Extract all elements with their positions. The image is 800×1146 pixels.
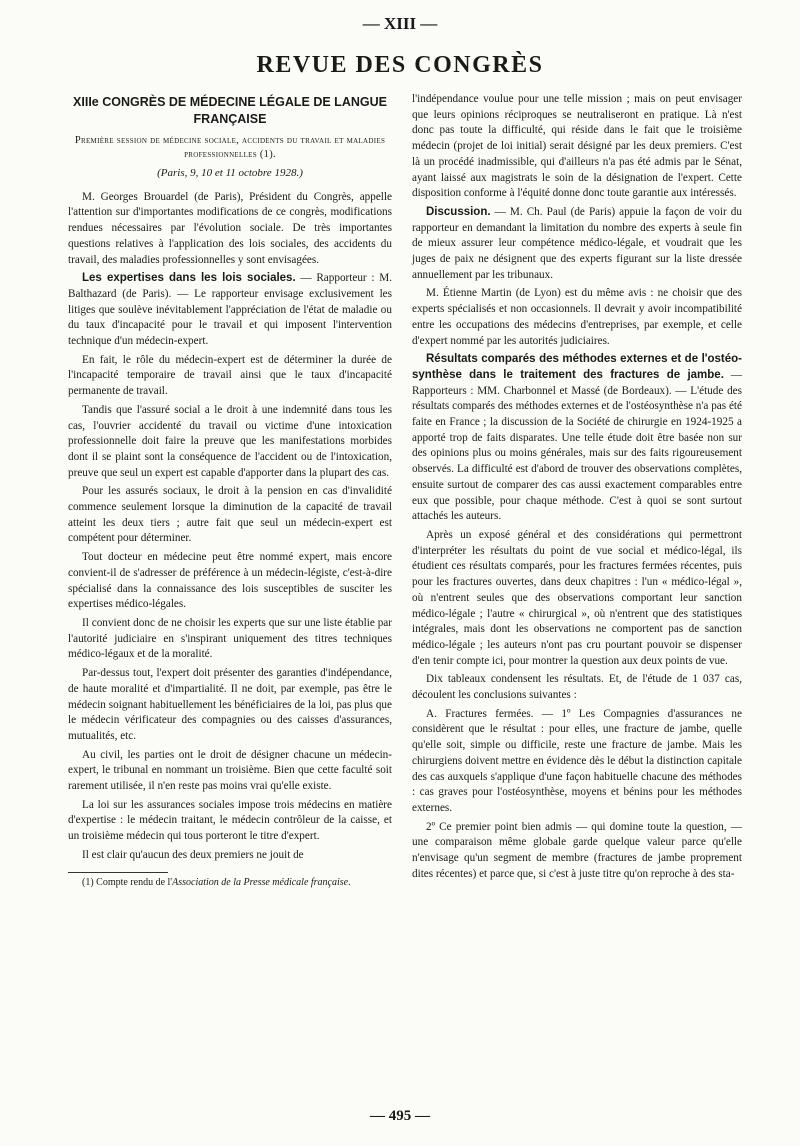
paragraph-text: — Rapporteur : M. Balthazard (de Paris). — Le rapporteur envisage exclusivement les litiges que soulève inévitablement l'appréciation de l'état de maladie ou du taux d'incapacité pour le travail et qui imposent l'intervention technique d'un médecin-expert.	[68, 272, 392, 348]
page-number: — 495 —	[370, 1108, 430, 1124]
paragraph-text: — Rapporteurs : MM. Charbonnel et Massé (de Bordeaux). — L'étude des résultats comparés des méthodes externes et de l'ostéosynthèse n'a pas été faite en France ; la discussion de la Société de chirurgie en 1924-1925 a apporté trop de faits disparates. Une telle étude doit être basée non sur des opinions plus ou moins générales, mais sur des faits rigoureusement observés. La difficulté est d'abord de trouver des observations complètes, ensuite surtout de comparer des cas aussi exactement comparables entre eux que possible, pour chaque méthode. C'est à quoi se sont surtout attachés les auteurs.	[412, 368, 742, 523]
paragraph: 2º Ce premier point bien admis — qui domine toute la question, — une comparaison même globale garde quelque valeur parce qu'elle n'envisage qu'un segment de membre (fractures de jambe proprement dites récentes) et parce que, si c'est à juste titre qu'on reproche à des sta-	[412, 820, 742, 880]
section-heading: XIIIe CONGRÈS DE MÉDECINE LÉGALE DE LANGUE FRANÇAISE	[73, 95, 387, 126]
paragraph-text: — M. Ch. Paul (de Paris) appuie la façon de voir du rapporteur en demandant la limitation du nombre des experts à seule fin de mieux assurer leur compétence médico-légale, et voudrait que les juges de paix ne désignent que des experts figurant sur la liste dressée annuellement par les tribunaux.	[412, 205, 742, 281]
paragraph: Dix tableaux condensent les résultats. Et, de l'étude de 1 037 cas, découlent les conclusions suivantes :	[412, 673, 742, 702]
paragraph: Tandis que l'assuré social a le droit à une indemnité dans tous les cas, l'ouvrier accidenté du travail ou victime d'une intoxication professionnelle doit faire la preuve que les manifestations morbides dont il se plaint sont la conséquence de l'accident ou de l'intoxication, preuve que seul un expert est capable d'apporter dans la plupart des cas.	[68, 403, 392, 479]
footnote-source: Association de la Presse médicale française	[172, 876, 349, 888]
paragraph: La loi sur les assurances sociales impose trois médecins en matière d'expertise : le médecin traitant, le médecin contrôleur de la caisse, et un troisième médecin qui tous porteront le titre d'expert.	[68, 798, 392, 843]
paragraph: Après un exposé général et des considérations qui permettront d'interpréter les résultats du point de vue social et médico-légal, ils étudient ces résultats comparés, pour les fractures fermées récentes, puis pour les fractures ouvertes, dans deux chapitres : l'un « médico-légal », où n'entrent seules que des observations comportant leur sanction médico-légale ; l'autre « chirurgical », où n'entrent que des statistiques intégrales, mais dont les observations ne comportent pas de sanction médico-légale ; les auteurs n'ont pas cru pourtant pouvoir se dispenser d'en tenir compte ici, pour montrer la question aux deux points de vue.	[412, 528, 742, 667]
paragraph: Pour les assurés sociaux, le droit à la pension en cas d'invalidité commence seulement lorsque la diminution de la capacité de travail atteint les deux tiers ; autre fait que seul un médecin-expert est compétent pour déterminer.	[68, 485, 392, 545]
run-in-heading: Résultats comparés des méthodes externes et de l'ostéo-synthèse dans le traitement des fractures de jambe.	[412, 353, 742, 381]
run-in-heading: Les expertises dans les lois sociales.	[82, 272, 296, 285]
paragraph: A. Fractures fermées. — 1º Les Compagnies d'assurances ne considèrent que le résultat : pour elles, une fracture de jambe, quelle qu'elle soit, simple ou difficile, reste une fracture de jambe. Mais les chirurgiens doivent mettre en évidence dès le début la distinction capitale des cas auxquels s'applique d'une façon habituelle chacune des méthodes : cas graves pour l'ostéosynthèse, moyens et bénins pour les méthodes externes.	[412, 707, 742, 814]
paragraph	[412, 352, 742, 525]
paragraph: l'indépendance voulue pour une telle mission ; mais on peut envisager que leurs opinions réciproques se neutraliseront en pratique. Là n'est donc pas toute la difficulté, qui réside dans le fait que le troisième médecin (projet de loi initial) serait désigné par les deux premiers. C'est là un procédé inadmissible, qui d'ailleurs n'a pas été admis par le Sénat, ayant laissé aux magistrats le soin de la désignation de l'expert. Cette disposition conforme à l'équité donne donc toute garantie aux intéressés.	[412, 93, 742, 200]
run-in-heading: Discussion.	[426, 205, 491, 218]
paragraph	[68, 271, 392, 350]
footnote-text: (1) Compte rendu de l'	[82, 876, 173, 888]
paragraph: En fait, le rôle du médecin-expert est de déterminer la durée de l'incapacité temporaire de travail ainsi que le taux d'incapacité permanente de travail.	[68, 353, 392, 398]
paragraph: M. Étienne Martin (de Lyon) est du même avis : ne choisir que des experts spécialisés et non occasionnels. Il devrait y avoir incompatibilité entre les occupations des médecins d'entreprises, par exemple, et celle d'expert nommé par les autorités judiciaires.	[412, 287, 742, 347]
paragraph: Il convient donc de ne choisir les experts que sur une liste établie par l'autorité judiciaire en s'inspirant uniquement des titres techniques médico-légaux et de la moralité.	[68, 616, 392, 661]
paragraph: Il est clair qu'aucun des deux premiers ne jouit de	[82, 848, 304, 861]
paragraph: M. Georges Brouardel (de Paris), Président du Congrès, appelle l'attention sur d'importantes modifications de ce congrès, modifications rendues nécessaires par l'évolution sociale. De très importantes questions relatives à l'application des lois sociales, des accidents du travail, des maladies professionnelles y sont envisagées.	[68, 190, 392, 266]
footnote-divider	[68, 872, 168, 873]
section-subheading: Première session de médecine sociale, accidents du travail et maladies professionnelles (1).	[74, 135, 386, 160]
footnote	[68, 876, 392, 889]
footnote-end: .	[348, 876, 351, 888]
dateline: (Paris, 9, 10 et 11 octobre 1928.)	[157, 167, 303, 179]
right-column	[412, 92, 742, 885]
paragraph: Tout docteur en médecine peut être nommé expert, mais encore convient-il de s'adresser de préférence à un médecin-légiste, c'est-à-dire spécialisé dans la connaissance des lois susceptibles de susciter les expertises médico-légales.	[68, 551, 392, 611]
paragraph: Par-dessus tout, l'expert doit présenter des garanties d'indépendance, de haute moralité et d'impartialité. Il ne doit, par exemple, pas être le médecin soignant habituellement les bénéficiaires de la loi, pas plus que le médecin vérificateur des compagnies ou des caisses d'assurances, mutualités, etc.	[68, 667, 392, 742]
page-title: REVUE DES CONGRÈS	[256, 52, 544, 78]
paragraph: Au civil, les parties ont le droit de désigner chacune un médecin-expert, le tribunal en nommant un troisième. Bien que cette faculté soit rarement utilisée, il n'en reste pas moins vrai qu'elle existe.	[68, 748, 392, 793]
paragraph	[412, 205, 742, 284]
running-header: — XIII —	[362, 14, 438, 33]
left-column	[68, 92, 392, 892]
